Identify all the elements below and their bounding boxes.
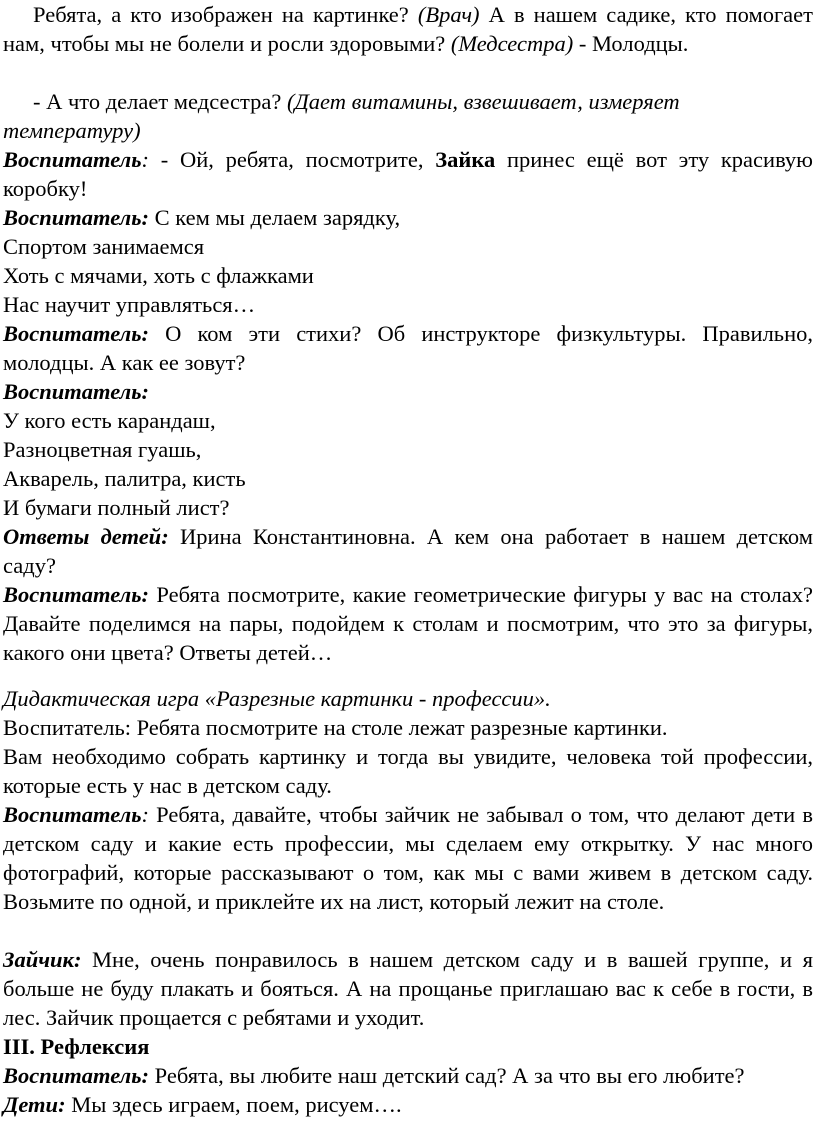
paragraph-exercise-question: Воспитатель: С кем мы делаем зарядку, bbox=[3, 205, 401, 230]
section-title: III. Рефлексия bbox=[3, 1034, 150, 1059]
paragraph-assemble-picture: Вам необходимо собрать картинку и тогда вы увидите, человека той профессии, которые есть у нас в детском саду. bbox=[3, 744, 813, 798]
answer-doctor: (Врач) bbox=[417, 2, 480, 27]
speaker-label: Воспитатель: bbox=[3, 582, 149, 607]
speaker-label: Воспитатель bbox=[3, 147, 142, 172]
answer-nurse: (Медсестра) bbox=[450, 31, 574, 56]
paragraph-postcard: Воспитатель: Ребята, давайте, чтобы зайчик не забывал о том, что делают дети в детском саду и какие есть профессии, мы сделаем ему открытку. У нас много фотографий, которые рассказывают о том, как мы с вами живем в детском саду. Возьмите по одной, и приклейте их на лист, который лежит на столе. bbox=[3, 802, 813, 914]
paragraph-doctor-question: Ребята, а кто изображен на картинке? (Врач) А в нашем садике, кто помогает нам, чтобы мы не болели и росли здоровыми? (Медсестра) - Молодцы. bbox=[3, 2, 813, 56]
poem-line: И бумаги полный лист? bbox=[3, 495, 230, 520]
speaker-label: Воспитатель: bbox=[3, 205, 149, 230]
game-title: Дидактическая игра «Разрезные картинки - профессии». bbox=[3, 686, 551, 711]
poem-line: Акварель, палитра, кисть bbox=[3, 466, 246, 491]
bunny-name: Зайка bbox=[435, 147, 496, 172]
poem-line: Нас научит управляться… bbox=[3, 292, 256, 317]
answer-nurse-duties: (Дает витамины, взвешивает, измеряет температуру) bbox=[3, 89, 680, 143]
paragraph-pe-instructor: Воспитатель: О ком эти стихи? Об инструкторе физкультуры. Правильно, молодцы. А как ее зовут? bbox=[3, 321, 813, 375]
speaker-label: Воспитатель: bbox=[3, 321, 149, 346]
speaker-label: Воспитатель bbox=[3, 802, 142, 827]
paragraph-speaker-only bbox=[3, 377, 813, 406]
paragraph-bunny-box: Воспитатель: - Ой, ребята, посмотрите, Зайка принес ещё вот эту красивую коробку! bbox=[3, 147, 813, 201]
paragraph-reflection-question: Воспитатель: Ребята, вы любите наш детский сад? А за что вы его любите? bbox=[3, 1063, 745, 1088]
poem-line: У кого есть карандаш, bbox=[3, 408, 216, 433]
paragraph-bunny-farewell: Зайчик: Мне, очень понравилось в нашем детском саду и в вашей группе, и я больше не буду плакать и бояться. А на прощанье приглашаю вас к себе в гости, в лес. Зайчик прощается с ребятами и уходит. bbox=[3, 947, 813, 1030]
poem-line: Разноцветная гуашь, bbox=[3, 437, 202, 462]
paragraph-nurse-question: - А что делает медсестра? (Дает витамины, взвешивает, измеряет температуру) bbox=[3, 89, 680, 143]
paragraph-children-reply: Дети: Мы здесь играем, поем, рисуем…. bbox=[3, 1092, 402, 1117]
speaker-label: Воспитатель: bbox=[3, 379, 149, 404]
speaker-label: Зайчик: bbox=[3, 947, 82, 972]
poem-line: Спортом занимаемся bbox=[3, 234, 205, 259]
poem-line: Хоть с мячами, хоть с флажками bbox=[3, 263, 314, 288]
speaker-label: Ответы детей: bbox=[3, 524, 169, 549]
paragraph-children-answers: Ответы детей: Ирина Константиновна. А кем она работает в нашем детском саду? bbox=[3, 524, 813, 578]
speaker-label: Дети: bbox=[3, 1092, 66, 1117]
paragraph-geometric-shapes: Воспитатель: Ребята посмотрите, какие геометрические фигуры у вас на столах? Давайте поделимся на пары, подойдем к столам и посмотрим, что это за фигуры, какого они цвета? Ответы детей… bbox=[3, 582, 813, 665]
paragraph-cut-pictures: Воспитатель: Ребята посмотрите на столе лежат разрезные картинки. bbox=[3, 715, 668, 740]
speaker-label: Воспитатель: bbox=[3, 1063, 149, 1088]
